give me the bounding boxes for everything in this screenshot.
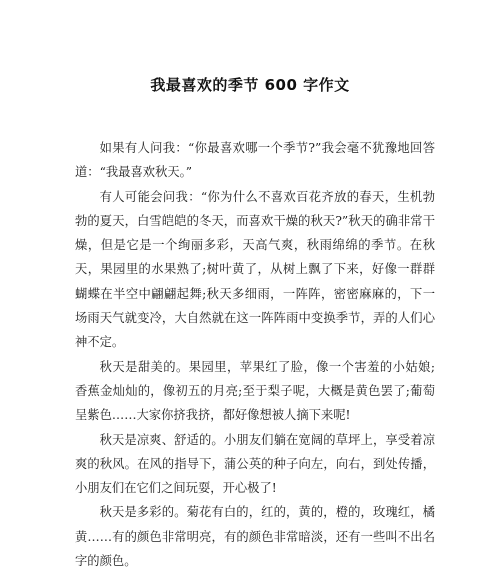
paragraph-2: 有人可能会问我：“你为什么不喜欢百花齐放的春天，生机勃勃的夏天，白雪皑皑的冬天，而喜欢干燥的秋天?”秋天的确非常干燥，但是它是一个绚丽多彩，天高气爽，秋雨绵绵的季节。在秋天，果园里的水果熟了;树叶黄了，从树上飘了下来，好像一群群蝴蝶在半空中翩翩起舞;秋天多细雨，一阵阵，密密麻麻的，下一场雨天气就变冷，大自然就在这一阵阵雨中变换季节，弄的人们心神不定。	[75, 189, 435, 350]
paragraph-1: 如果有人问我：“你最喜欢哪一个季节?”我会毫不犹豫地回答道：“我最喜欢秋天。”	[75, 141, 435, 180]
paragraph-5: 秋天是多彩的。菊花有白的，红的，黄的，橙的，玫瑰红，橘黄……有的颜色非常明亮，有的颜色非常暗淡，还有一些叫不出名字的颜色。	[75, 505, 435, 569]
document-title: 我最喜欢的季节 600 字作文	[150, 76, 350, 94]
document-body	[75, 136, 435, 573]
paragraph-4: 秋天是凉爽、舒适的。小朋友们躺在宽阔的草坪上，享受着凉爽的秋风。在风的指导下，蒲公英的种子向左，向右，到处传播，小朋友们在它们之间玩耍，开心极了!	[75, 432, 435, 496]
paragraph-3: 秋天是甜美的。果园里，苹果红了脸，像一个害羞的小姑娘;香蕉金灿灿的，像初五的月亮;至于梨子呢，大概是黄色罢了;葡萄呈紫色……大家你挤我挤，都好像想被人摘下来呢!	[75, 359, 435, 423]
